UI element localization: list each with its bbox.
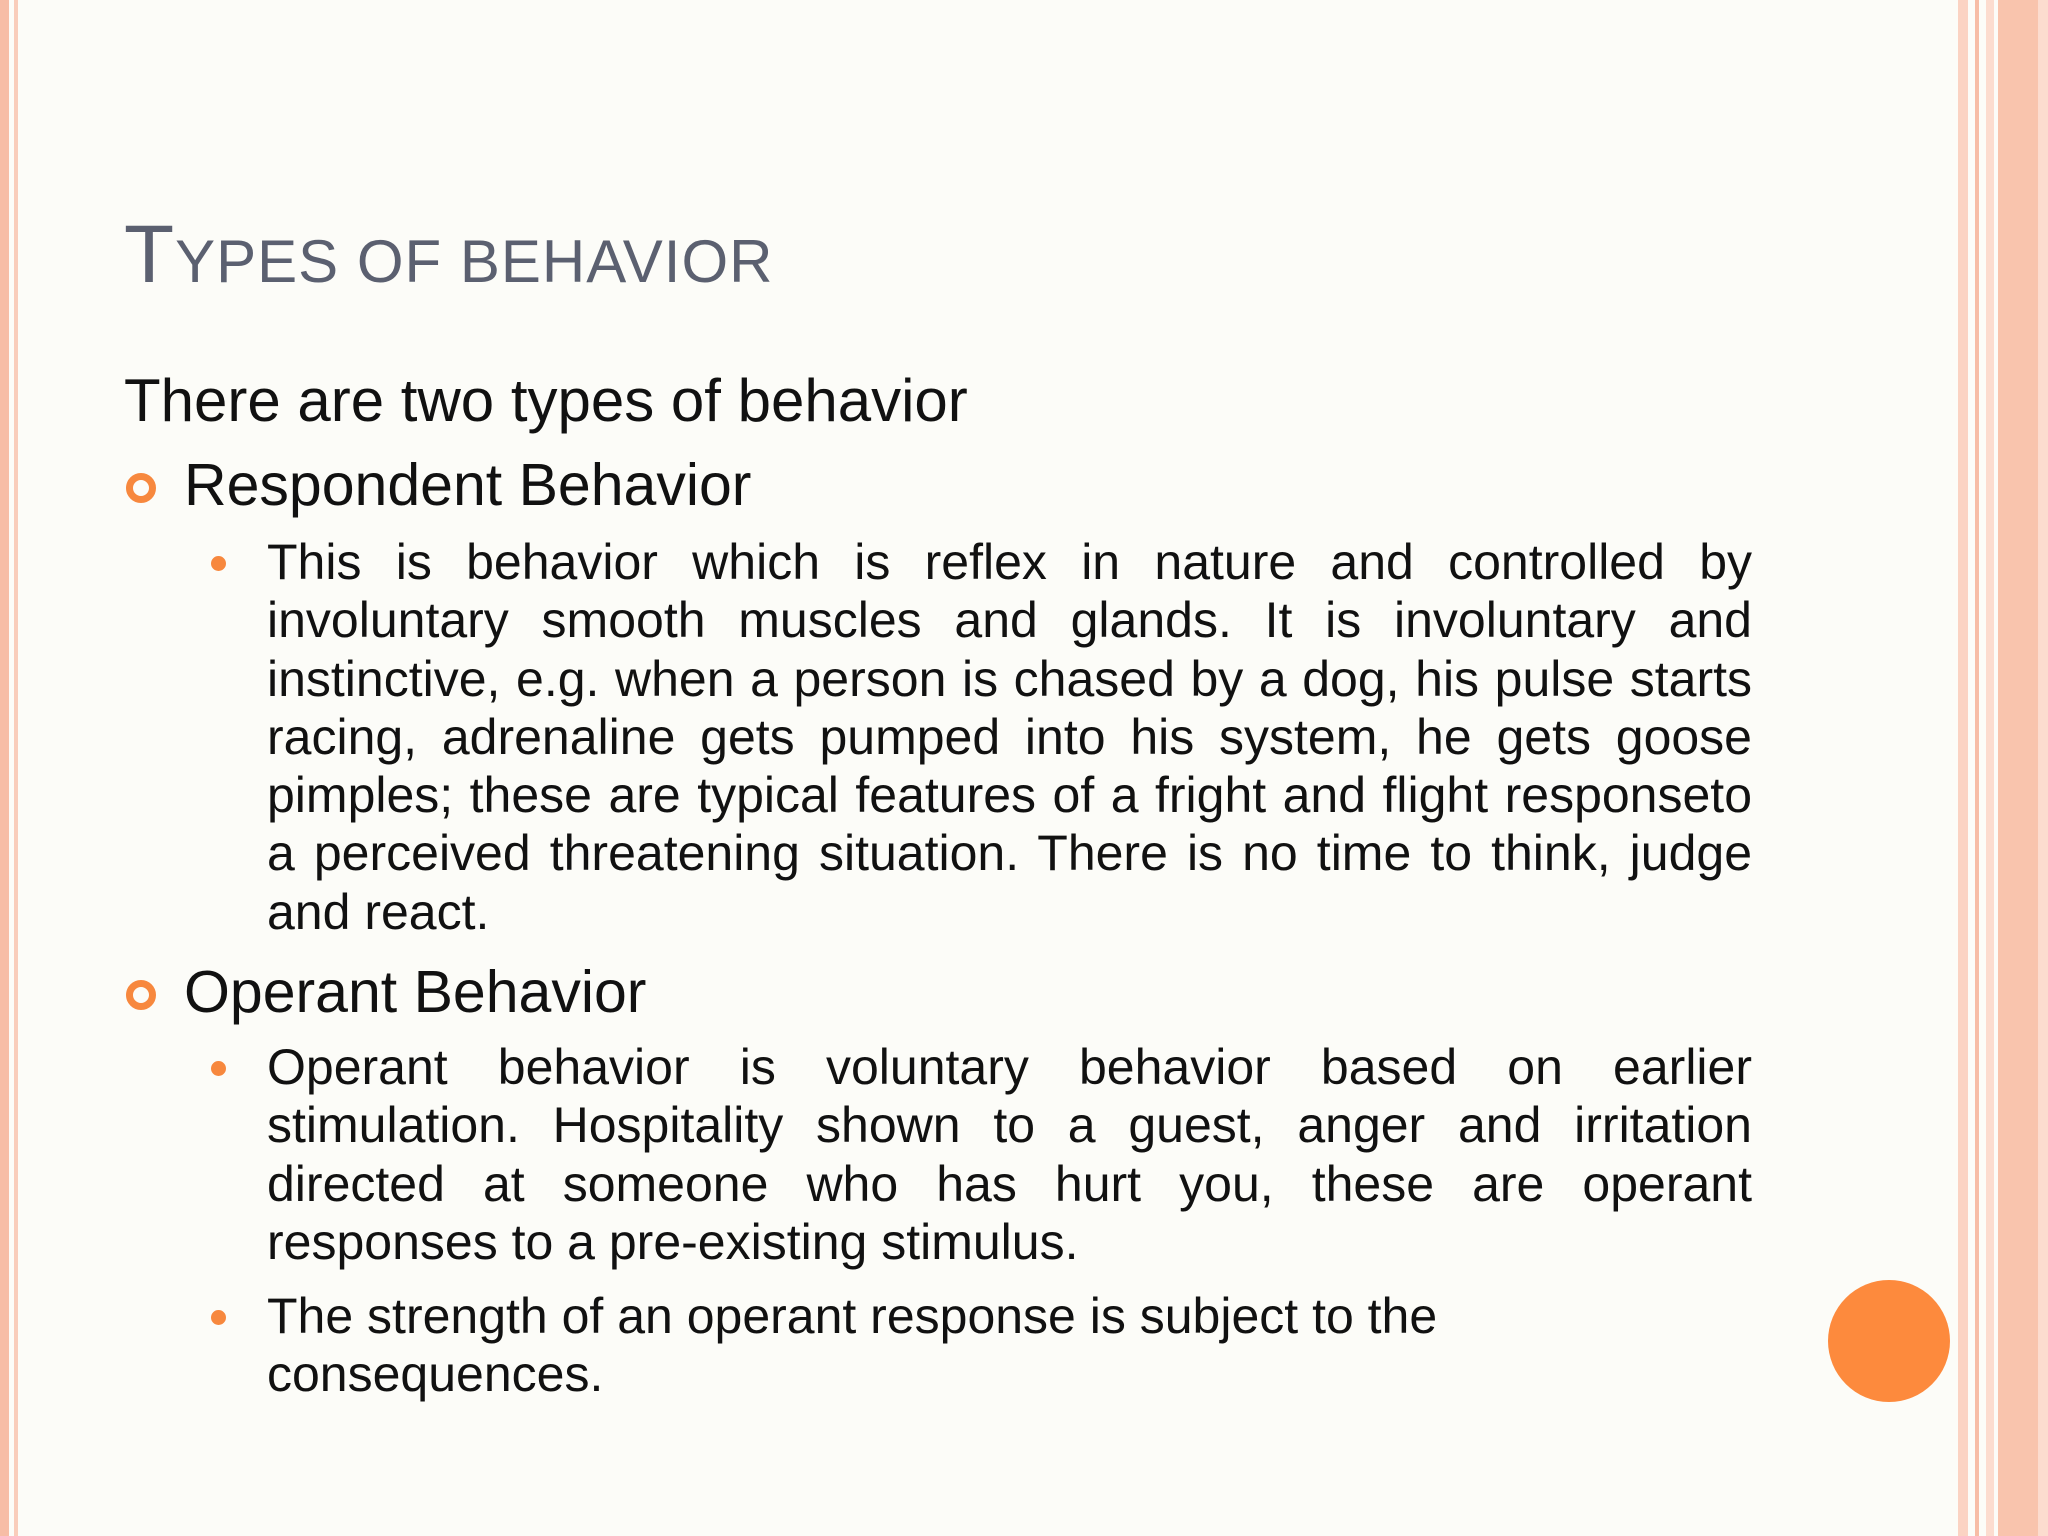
respondent-description: This is behavior which is reflex in nature and controlled by involuntary smooth muscles and glands. It is involuntary and instinctive, e.g. when a person is chased by a dog, his pulse starts racing, adrenaline gets pumped into his system, he gets goose pimples; these are typical features of a fright and flight responseto a perceived threatening situation. There is no time to think, judge and react. <box>267 534 1752 940</box>
left-border-stripe-thin <box>14 0 18 1536</box>
dot-bullet-icon <box>211 556 226 571</box>
title-rest: YPES OF BEHAVIOR <box>175 228 774 295</box>
operant-strength-note: The strength of an operant response is subject to the consequences. <box>267 1288 1438 1403</box>
title-initial: T <box>124 209 176 300</box>
right-border-band <box>1998 0 2038 1536</box>
dot-bullet-icon <box>211 1310 226 1325</box>
dot-bullet-icon <box>211 1061 226 1076</box>
right-border-stripe <box>1958 0 1968 1536</box>
ring-bullet-icon <box>126 473 156 503</box>
right-border-stripe <box>1986 0 1994 1536</box>
slide-title <box>124 209 774 300</box>
right-border-stripe-thin <box>1975 0 1979 1536</box>
decorative-circle-icon <box>1828 1280 1950 1402</box>
right-border-edge <box>2038 0 2048 1536</box>
section-heading-operant: Operant Behavior <box>184 959 647 1025</box>
left-border-stripe <box>0 0 9 1536</box>
ring-bullet-icon <box>126 980 156 1010</box>
section-heading-respondent: Respondent Behavior <box>184 452 752 518</box>
intro-text: There are two types of behavior <box>124 367 968 434</box>
operant-description: Operant behavior is voluntary behavior based on earlier stimulation. Hospitality shown to a guest, anger and irritation directed at someone who has hurt you, these are operant responses to a pre-existing stimulus. <box>267 1039 1752 1270</box>
